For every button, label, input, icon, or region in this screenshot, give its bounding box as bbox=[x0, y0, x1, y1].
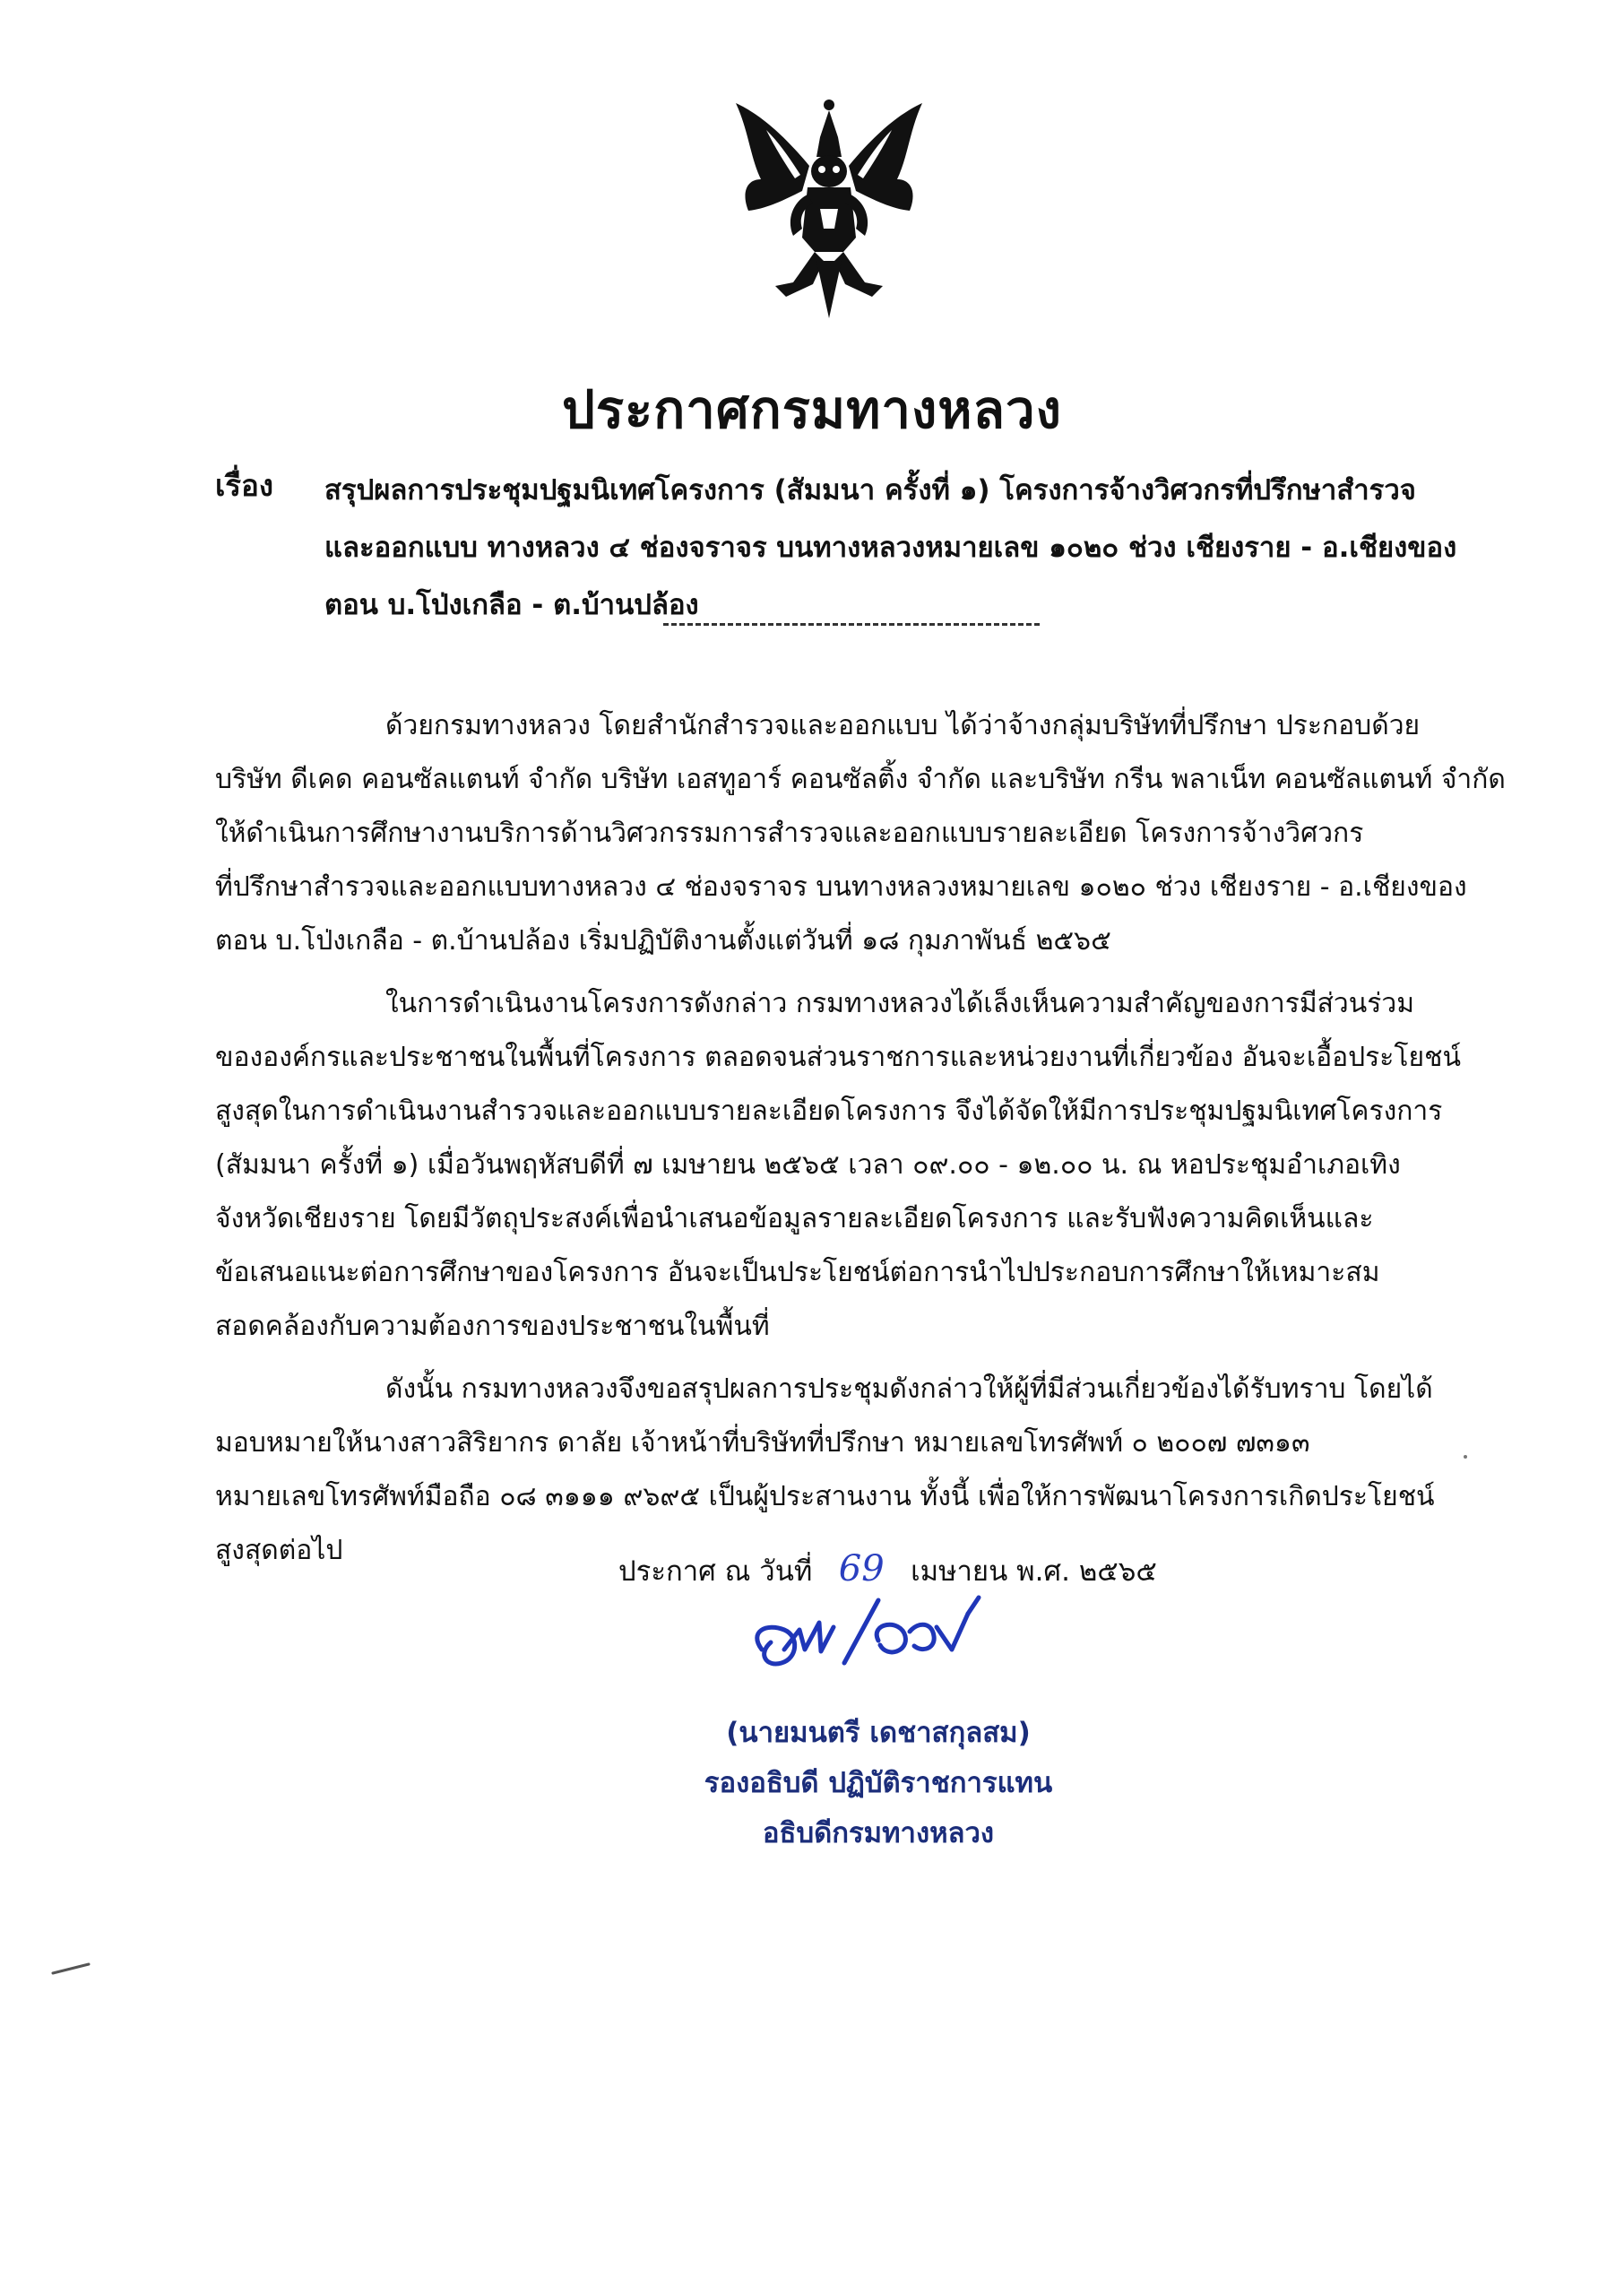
paragraph-1 bbox=[215, 699, 1506, 968]
body-line: บริษัท ดีเคด คอนซัลแตนท์ จำกัด บริษัท เอสทูอาร์ คอนซัลติ้ง จำกัด และบริษัท กรีน พลาเน็ท คอนซัลแตนท์ จำกัด bbox=[215, 764, 1506, 795]
body-line: (สัมมนา ครั้งที่ ๑) เมื่อวันพฤหัสบดีที่ ๗ เมษายน ๒๕๖๕ เวลา ๐๙.๐๐ - ๑๒.๐๐ น. ณ หอประชุมอำเภอเทิง bbox=[215, 1149, 1401, 1181]
document-title: ประกาศกรมทางหลวง bbox=[562, 379, 1062, 440]
subject-text bbox=[324, 462, 1470, 634]
signer-position: รองอธิบดี ปฏิบัติราชการแทน bbox=[704, 1767, 1053, 1799]
handwritten-signature bbox=[744, 1587, 1013, 1685]
subject-line: สรุปผลการประชุมปฐมนิเทศโครงการ (สัมมนา ครั้งที่ ๑) โครงการจ้างวิศวกรที่ปรึกษาสำรวจ bbox=[324, 474, 1416, 507]
body-line: สอดคล้องกับความต้องการของประชาชนในพื้นที่ bbox=[215, 1311, 770, 1342]
body-line: ขององค์กรและประชาชนในพื้นที่โครงการ ตลอดจนส่วนราชการและหน่วยงานที่เกี่ยวข้อง อันจะเอื้อประโยชน์ bbox=[215, 1042, 1461, 1073]
body-line: จังหวัดเชียงราย โดยมีวัตถุประสงค์เพื่อนำเสนอข้อมูลรายละเอียดโครงการ และรับฟังความคิดเห็นและ bbox=[215, 1203, 1374, 1234]
body-line: ที่ปรึกษาสำรวจและออกแบบทางหลวง ๔ ช่องจราจร บนทางหลวงหมายเลข ๑๐๒๐ ช่วง เชียงราย - อ.เชียงของ bbox=[215, 871, 1467, 903]
margin-pen-mark bbox=[49, 1959, 94, 1977]
body-line: ข้อเสนอแนะต่อการศึกษาของโครงการ อันจะเป็นประโยชน์ต่อการนำไปประกอบการศึกษาให้เหมาะสม bbox=[215, 1257, 1380, 1288]
garuda-emblem-icon bbox=[730, 94, 928, 323]
signer-name: (นายมนตรี เดชาสกุลสม) bbox=[726, 1717, 1031, 1749]
body-line: ด้วยกรมทางหลวง โดยสำนักสำรวจและออกแบบ ได้ว่าจ้างกลุ่มบริษัทที่ปรึกษา ประกอบด้วย bbox=[385, 710, 1421, 741]
subject-label: เรื่อง bbox=[215, 468, 273, 503]
signer-block bbox=[645, 1708, 1111, 1858]
body-line: ดังนั้น กรมทางหลวงจึงขอสรุปผลการประชุมดังกล่าวให้ผู้ที่มีส่วนเกี่ยวข้องได้รับทราบ โดยได้ bbox=[385, 1373, 1433, 1405]
document-body bbox=[215, 699, 1506, 1587]
body-line: มอบหมายให้นางสาวสิริยากร ดาลัย เจ้าหน้าที่บริษัทที่ปรึกษา หมายเลขโทรศัพท์ ๐ ๒๐๐๗ ๗๓๑๓ bbox=[215, 1427, 1310, 1459]
body-line: หมายเลขโทรศัพท์มือถือ ๐๘ ๓๑๑๑ ๙๖๙๕ เป็นผู้ประสานงาน ทั้งนี้ เพื่อให้การพัฒนาโครงการเกิดประโยชน์ bbox=[215, 1481, 1435, 1512]
scan-speck bbox=[1461, 1452, 1470, 1461]
body-line: ในการดำเนินงานโครงการดังกล่าว กรมทางหลวงได้เล็งเห็นความสำคัญของการมีส่วนร่วม bbox=[385, 988, 1415, 1019]
signer-position: อธิบดีกรมทางหลวง bbox=[762, 1817, 995, 1849]
subject-line: และออกแบบ ทางหลวง ๔ ช่องจราจร บนทางหลวงหมายเลข ๑๐๒๐ ช่วง เชียงราย - อ.เชียงของ bbox=[324, 532, 1457, 564]
subject-line: ตอน บ.โป่งเกลือ - ต.บ้านปล้อง bbox=[324, 589, 699, 621]
paragraph-2 bbox=[215, 977, 1470, 1354]
body-line: สูงสุดในการดำเนินงานสำรวจและออกแบบรายละเอียดโครงการ จึงได้จัดให้มีการประชุมปฐมนิเทศโครงการ bbox=[215, 1096, 1443, 1127]
date-day-handwritten: 69 bbox=[838, 1548, 885, 1589]
body-line: สูงสุดต่อไป bbox=[215, 1535, 343, 1566]
body-line: ให้ดำเนินการศึกษางานบริการด้านวิศวกรรมการสำรวจและออกแบบรายละเอียด โครงการจ้างวิศวกร bbox=[215, 818, 1364, 849]
dashed-separator bbox=[663, 623, 1040, 626]
body-line: ตอน บ.โป่งเกลือ - ต.บ้านปล้อง เริ่มปฏิบัติงานตั้งแต่วันที่ ๑๘ กุมภาพันธ์ ๒๕๖๕ bbox=[215, 925, 1111, 957]
date-prefix: ประกาศ ณ วันที่ bbox=[618, 1555, 813, 1588]
date-suffix: เมษายน พ.ศ. ๒๕๖๕ bbox=[911, 1555, 1157, 1588]
